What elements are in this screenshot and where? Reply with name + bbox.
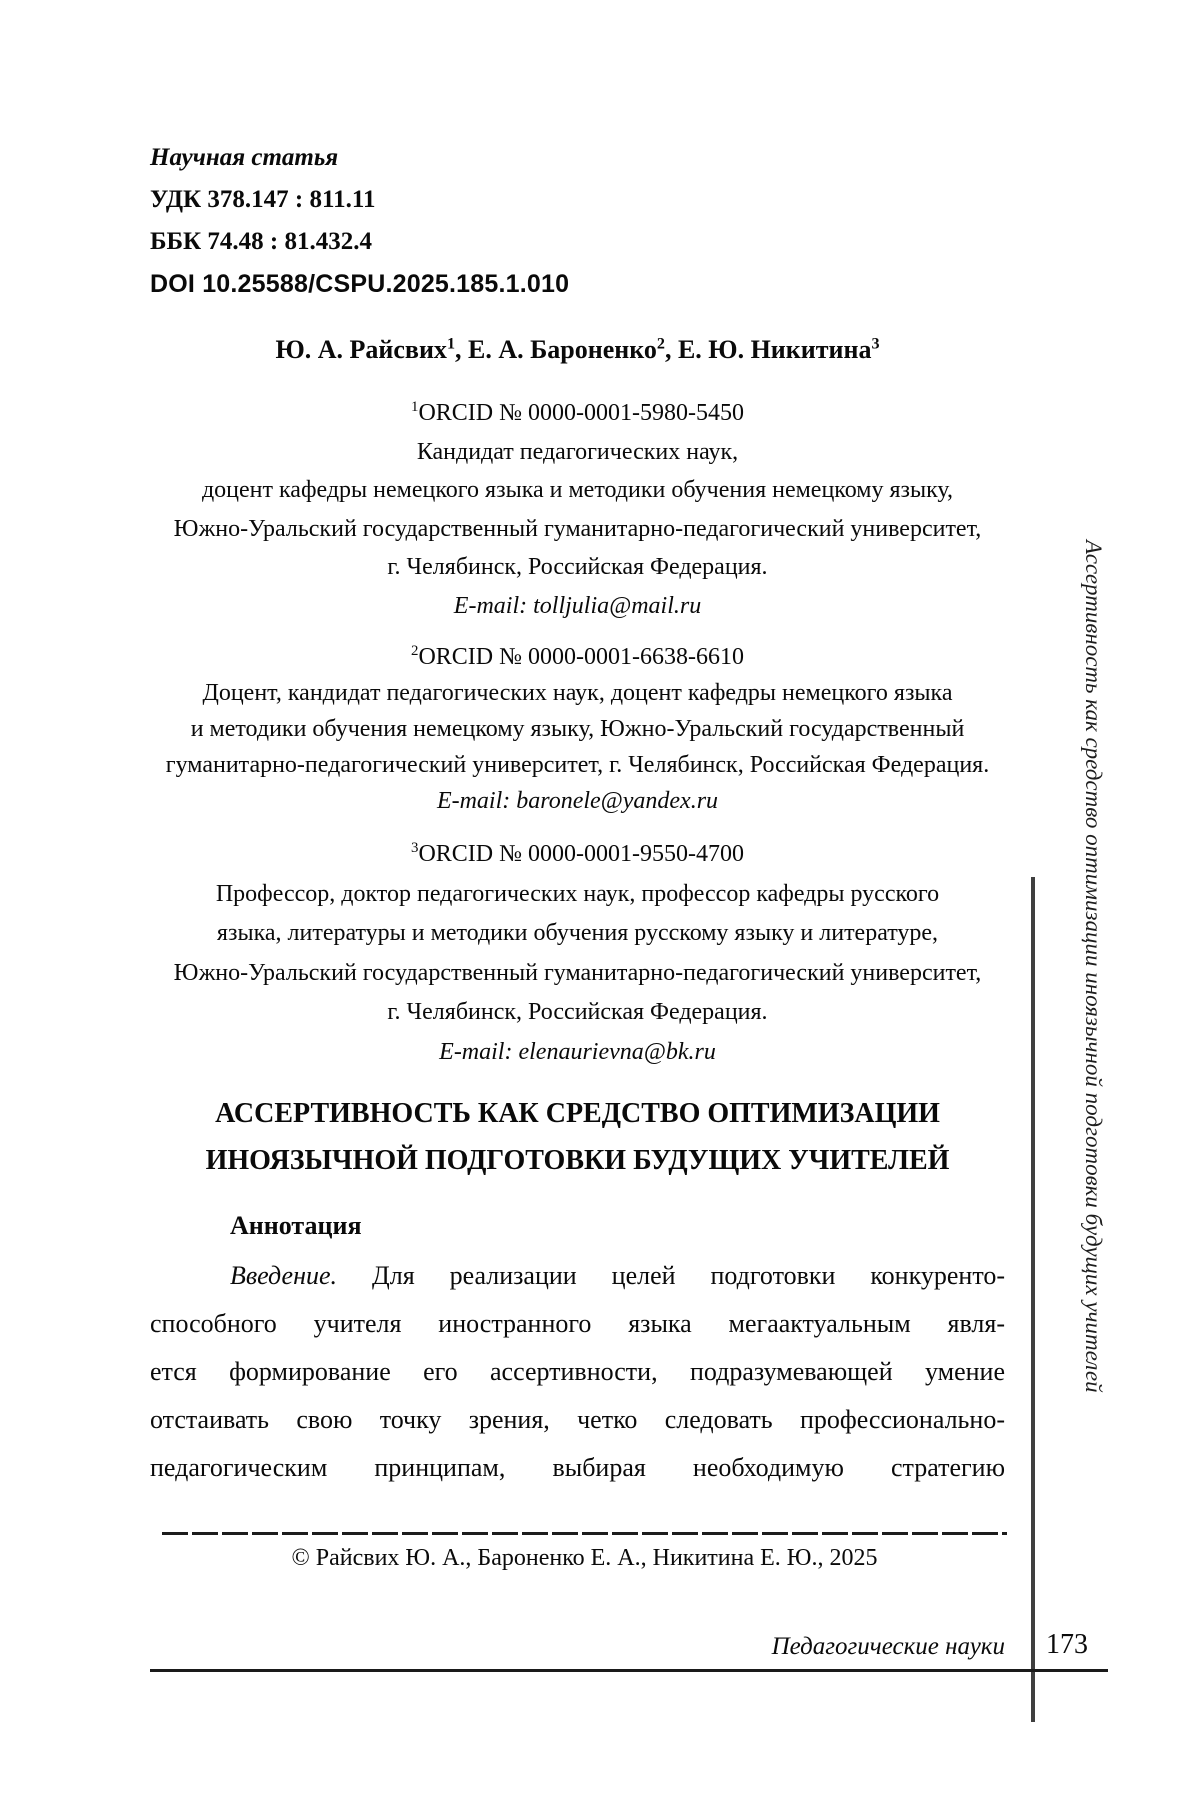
email-text: E-mail: tolljulia@mail.ru (453, 592, 702, 619)
doi-label: DOI 10.25588/CSPU.2025.185.1.010 (150, 270, 570, 298)
footer-section-label: Педагогические науки (771, 1633, 1005, 1660)
annotation-paragraph-line: способного учителя иностранного языка мегаактуальным явля- (150, 1309, 1005, 1338)
annotation-paragraph-line: Введение. Для реализации целей подготовки конкуренто- (230, 1261, 1005, 1290)
author-superscript: 2 (656, 335, 665, 353)
affiliation-line: доцент кафедры немецкого языка и методики обучения немецкому языку, (201, 477, 954, 503)
author-separator: , (455, 335, 468, 364)
affiliation-line: Южно-Уральский государственный гуманитарно-педагогический университет, (173, 959, 982, 986)
author-superscript: 1 (446, 335, 455, 353)
affiliation-line: и методики обучения немецкому языку, Южно-Уральский государственный (190, 716, 965, 742)
annotation-paragraph (150, 1252, 1005, 1492)
affiliation-line: Доцент, кандидат педагогических наук, доцент кафедры немецкого языка (202, 680, 953, 706)
bbk-label: ББК 74.48 : 81.432.4 (150, 228, 373, 255)
udk-label: УДК 378.147 : 811.11 (150, 186, 376, 213)
annotation-paragraph-line: ется формирование его ассертивности, подразумевающей умение (150, 1357, 1005, 1386)
affiliation-line: гуманитарно-педагогический университет, г. Челябинск, Российская Федерация. (165, 752, 990, 778)
orcid-block (150, 394, 1005, 625)
annotation-heading: Аннотация (230, 1211, 362, 1240)
author-name: Е. А. Бароненко (468, 335, 657, 364)
affiliation-line: Южно-Уральский государственный гуманитарно-педагогический университет, (173, 515, 982, 542)
lead-in-word: Введение. (230, 1261, 338, 1290)
vertical-margin-title: Ассертивность как средство оптимизации иноязычной подготовки будущих учителей (1081, 540, 1106, 1393)
affiliation-line: Кандидат педагогических наук, (416, 438, 739, 465)
affiliation-line: Профессор, доктор педагогических наук, профессор кафедры русского (215, 880, 940, 907)
orcid-block (150, 639, 1005, 819)
orcid-superscript: 1 (411, 399, 419, 415)
author-separator: , (664, 335, 678, 364)
orcid-number: $^1$ORCID № 0000-0001-5980-5450 (411, 399, 744, 426)
affiliation-line: языка, литературы и методики обучения русскому языку и литературе, (216, 920, 939, 946)
author-superscript: 3 (871, 335, 880, 353)
orcid-block (150, 835, 1005, 1072)
affiliation-line: г. Челябинск, Российская Федерация. (387, 554, 768, 580)
author-name: Ю. А. Райсвих (275, 335, 447, 364)
article-title-line: ИНОЯЗЫЧНОЙ ПОДГОТОВКИ БУДУЩИХ УЧИТЕЛЕЙ (205, 1145, 950, 1176)
copyright-separator-line (162, 1532, 1007, 1535)
author-name: Е. Ю. Никитина (677, 335, 872, 364)
authors-line (150, 332, 1005, 368)
annotation-paragraph-line: педагогическим принципам, выбирая необходимую стратегию (150, 1453, 1005, 1482)
orcid-number: $^3$ORCID № 0000-0001-9550-4700 (411, 840, 744, 867)
article-title-line: АССЕРТИВНОСТЬ КАК СРЕДСТВО ОПТИМИЗАЦИИ (215, 1098, 940, 1129)
copyright-line: © Райсвих Ю. А., Бароненко Е. А., Никитина Е. Ю., 2025 (291, 1544, 878, 1571)
article-title (150, 1090, 1005, 1184)
affiliation-line: г. Челябинск, Российская Федерация. (387, 999, 768, 1025)
article-type-label: Научная статья (150, 144, 339, 171)
email-text: E-mail: baronele@yandex.ru (436, 788, 719, 814)
footer-rule (150, 1669, 1108, 1672)
orcid-superscript: 2 (411, 643, 419, 659)
orcid-superscript: 3 (411, 840, 419, 856)
email-text: E-mail: elenaurievna@bk.ru (439, 1038, 716, 1065)
page-number: 173 (1046, 1629, 1088, 1660)
margin-vertical-rule (1031, 877, 1035, 1722)
main-content-column (150, 142, 1005, 1575)
annotation-paragraph-line: отстаивать свою точку зрения, четко следовать профессионально- (150, 1405, 1005, 1434)
orcid-number: $^2$ORCID № 0000-0001-6638-6610 (411, 643, 744, 670)
